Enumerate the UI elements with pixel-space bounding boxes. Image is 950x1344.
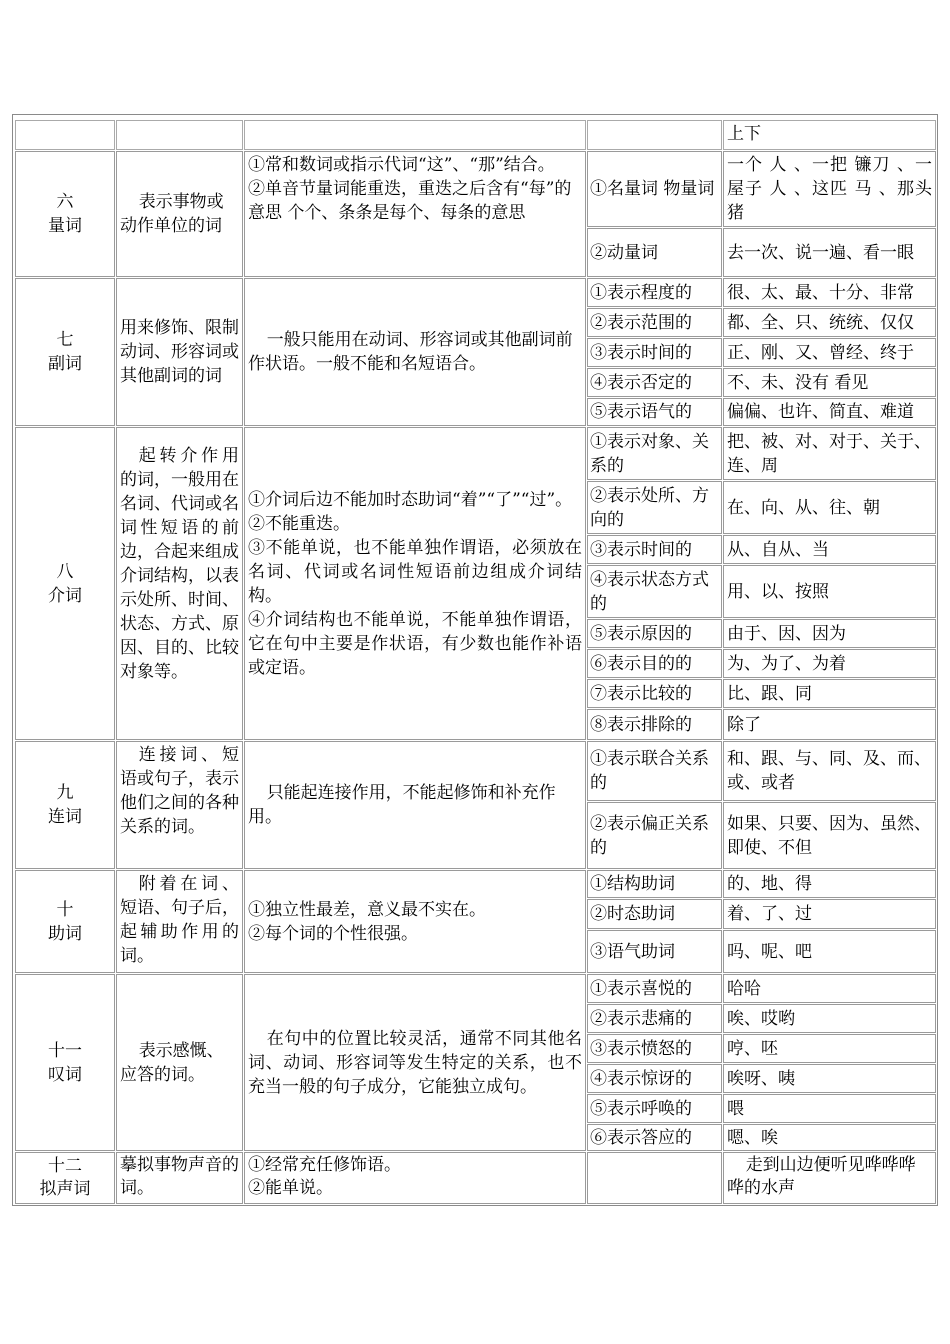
- row-1-features: ①常和数词或指示代词“这”、“那”结合。 ②单音节量词能重迭，重迭之后含有“每”的意思 个个、条条是每个、每条的意思: [244, 151, 586, 277]
- row-7-features: ①经常充任修饰语。 ②能单说。: [244, 1152, 586, 1204]
- row-5-sub-2-examples: 着、了、过: [723, 899, 936, 929]
- row-2-sub-4-examples: 不、未、没有 看见: [723, 368, 936, 397]
- row-5-sub-3-examples: 吗、呢、吧: [723, 930, 936, 973]
- row-6-sub-3-examples: 哼、呸: [723, 1034, 936, 1063]
- row-6-sub-5-examples: 喂: [723, 1094, 936, 1123]
- row-6-sub-5-category: ⑤表示呼唤的: [587, 1094, 722, 1123]
- header-cell-1: [15, 120, 115, 150]
- header-cell-3: [244, 120, 586, 150]
- row-4-name: 连词: [48, 807, 82, 827]
- row-7-number: 十二: [48, 1156, 82, 1176]
- header-cell-4: [587, 120, 722, 150]
- row-5-name: 助词: [48, 923, 82, 944]
- row-3-number: 八: [56, 561, 74, 582]
- row-6-sub-4-examples: 唉呀、咦: [723, 1064, 936, 1093]
- row-3-sub-2-examples: 在、向、从、往、朝: [723, 481, 936, 534]
- row-2-sub-1-category: ①表示程度的: [587, 278, 722, 307]
- row-3-sub-7-examples: 比、跟、同: [723, 679, 936, 708]
- row-2-number: 七: [56, 330, 74, 350]
- row-2-sub-5-category: ⑤表示语气的: [587, 398, 722, 426]
- row-3-sub-8-examples: 除了: [723, 709, 936, 740]
- row-3-sub-1-category: ①表示对象、关系的: [587, 427, 722, 480]
- row-1-word-class: [15, 151, 115, 277]
- row-2-sub-4-category: ④表示否定的: [587, 368, 722, 397]
- row-5-sub-2-category: ②时态助词: [587, 899, 722, 929]
- row-7-sub-1-examples: 走到山边便听见哗哗哗哗的水声: [723, 1152, 936, 1204]
- word-class-table: [12, 114, 938, 1206]
- row-7-name: 拟声词: [39, 1179, 91, 1199]
- row-4-number: 九: [56, 783, 74, 803]
- row-5-definition: 附着在词、短语、句子后，起辅助作用的词。: [116, 870, 243, 973]
- row-5-number: 十: [56, 899, 74, 920]
- row-7-word-class: [15, 1152, 115, 1204]
- row-5-word-class: [15, 870, 115, 973]
- row-2-definition: 用来修饰、限制动词、形容词或其他副词的词: [116, 278, 243, 426]
- row-1-name: 量词: [48, 216, 82, 236]
- row-3-features: ①介词后边不能加时态助词“着”“了”“过”。 ②不能重迭。 ③不能单说，也不能单独作谓语，必须放在名词、代词或名词性短语前边组成介词结构。 ④介词结构也不能单说，不能单独作谓语，它在句中主要是作状语，有少数也能作补语或定语。: [244, 427, 586, 740]
- row-7-sub-1-category: [587, 1152, 722, 1204]
- row-2-sub-2-category: ②表示范围的: [587, 308, 722, 337]
- row-4-sub-2-examples: 如果、只要、因为、虽然、即使、不但: [723, 802, 936, 869]
- row-7-definition: 摹拟事物声音的词。: [116, 1152, 243, 1204]
- row-4-word-class: [15, 741, 115, 869]
- row-4-sub-1-examples: 和、跟、与、同、及、而、或、或者: [723, 741, 936, 801]
- row-2-features: 一般只能用在动词、形容词或其他副词前作状语。一般不能和名短语合。: [244, 278, 586, 426]
- row-3-sub-5-examples: 由于、因、因为: [723, 619, 936, 648]
- row-6-sub-3-category: ③表示愤怒的: [587, 1034, 722, 1063]
- row-5-sub-3-category: ③语气助词: [587, 930, 722, 973]
- row-4-sub-1-category: ①表示联合关系的: [587, 741, 722, 801]
- row-6-definition: 表示感慨、应答的词。: [116, 974, 243, 1151]
- row-3-sub-7-category: ⑦表示比较的: [587, 679, 722, 708]
- row-2-sub-1-examples: 很、太、最、十分、非常: [723, 278, 936, 307]
- row-5-sub-1-examples: 的、地、得: [723, 870, 936, 898]
- row-1-sub-2-category: ②动量词: [587, 228, 722, 277]
- row-4-sub-2-category: ②表示偏正关系的: [587, 802, 722, 869]
- header-cell-5: 上下: [723, 120, 936, 150]
- row-3-sub-4-examples: 用、以、按照: [723, 565, 936, 618]
- row-6-features: 在句中的位置比较灵活，通常不同其他名词、动词、形容词等发生特定的关系，也不充当一般的句子成分，它能独立成句。: [244, 974, 586, 1151]
- row-3-sub-8-category: ⑧表示排除的: [587, 709, 722, 740]
- row-2-name: 副词: [48, 354, 82, 374]
- row-1-number: 六: [56, 192, 74, 212]
- row-3-definition: 起转介作用的词，一般用在名词、代词或名词性短语的前边，合起来组成介词结构，以表示处所、时间、状态、方式、原因、目的、比较对象等。: [116, 427, 243, 740]
- row-5-features: ①独立性最差，意义最不实在。 ②每个词的个性很强。: [244, 870, 586, 973]
- row-3-name: 介词: [48, 585, 82, 606]
- row-3-sub-4-category: ④表示状态方式的: [587, 565, 722, 618]
- row-6-sub-1-category: ①表示喜悦的: [587, 974, 722, 1003]
- row-2-sub-3-examples: 正、刚、又、曾经、终于: [723, 338, 936, 367]
- row-3-sub-3-examples: 从、自从、当: [723, 535, 936, 564]
- row-6-number: 十一: [48, 1040, 82, 1061]
- row-6-sub-2-examples: 唉、哎哟: [723, 1004, 936, 1033]
- row-4-definition: 连接词、短语或句子，表示他们之间的各种关系的词。: [116, 741, 243, 869]
- row-3-sub-1-examples: 把、被、对、对于、关于、连、周: [723, 427, 936, 480]
- row-6-sub-4-category: ④表示惊讶的: [587, 1064, 722, 1093]
- header-cell-2: [116, 120, 243, 150]
- row-3-sub-5-category: ⑤表示原因的: [587, 619, 722, 648]
- row-6-sub-6-examples: 嗯、唉: [723, 1124, 936, 1151]
- row-3-word-class: [15, 427, 115, 740]
- row-3-sub-3-category: ③表示时间的: [587, 535, 722, 564]
- row-2-sub-3-category: ③表示时间的: [587, 338, 722, 367]
- row-1-definition: 表示事物或动作单位的词: [116, 151, 243, 277]
- row-1-sub-2-examples: 去一次、说一遍、看一眼: [723, 228, 936, 277]
- row-3-sub-6-examples: 为、为了、为着: [723, 649, 936, 678]
- row-6-sub-1-examples: 哈哈: [723, 974, 936, 1003]
- row-6-word-class: [15, 974, 115, 1151]
- row-4-features: 只能起连接作用，不能起修饰和补充作用。: [244, 741, 586, 869]
- row-6-name: 叹词: [48, 1064, 82, 1085]
- row-6-sub-6-category: ⑥表示答应的: [587, 1124, 722, 1151]
- row-3-sub-2-category: ②表示处所、方向的: [587, 481, 722, 534]
- row-3-sub-6-category: ⑥表示目的的: [587, 649, 722, 678]
- row-2-word-class: [15, 278, 115, 426]
- row-2-sub-5-examples: 偏偏、也许、简直、难道: [723, 398, 936, 426]
- row-6-sub-2-category: ②表示悲痛的: [587, 1004, 722, 1033]
- row-5-sub-1-category: ①结构助词: [587, 870, 722, 898]
- row-1-sub-1-examples: 一个 人 、一把 镰刀 、一屋子 人 、这匹 马 、那头 猪: [723, 151, 936, 227]
- row-1-sub-1-category: ①名量词 物量词: [587, 151, 722, 227]
- row-2-sub-2-examples: 都、全、只、统统、仅仅: [723, 308, 936, 337]
